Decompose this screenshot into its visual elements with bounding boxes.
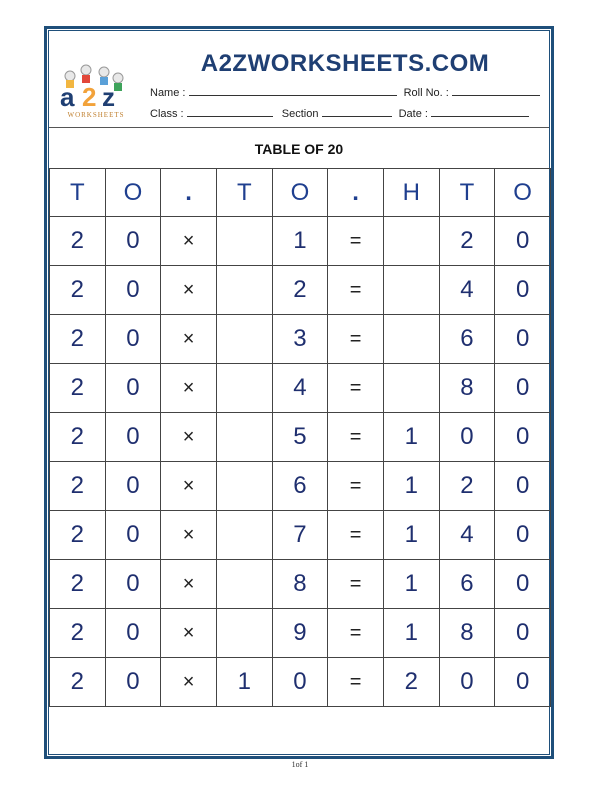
cell: 3 xyxy=(272,315,328,364)
col-header-t: T xyxy=(216,169,272,217)
cell: 0 xyxy=(105,217,161,266)
cell: 0 xyxy=(495,315,551,364)
cell: 2 xyxy=(50,413,106,462)
equals-sign: = xyxy=(328,609,384,658)
cell: 0 xyxy=(495,462,551,511)
cell: 0 xyxy=(105,609,161,658)
times-sign: × xyxy=(161,315,217,364)
page-number: 1of 1 xyxy=(291,760,309,769)
table-row xyxy=(50,413,551,462)
table-row xyxy=(50,560,551,609)
equals-sign: = xyxy=(328,217,384,266)
cell xyxy=(216,364,272,413)
site-title: A2ZWORKSHEETS.COM xyxy=(200,50,490,77)
cell xyxy=(383,315,439,364)
cell: 0 xyxy=(495,511,551,560)
cell: 1 xyxy=(383,560,439,609)
cell: 8 xyxy=(439,609,495,658)
cell xyxy=(216,511,272,560)
class-section-date-row xyxy=(150,107,529,120)
col-header-o: O xyxy=(105,169,161,217)
multiplication-table xyxy=(49,168,551,707)
cell: 1 xyxy=(383,511,439,560)
cell: 0 xyxy=(105,413,161,462)
col-header-h: H xyxy=(383,169,439,217)
cell: 0 xyxy=(495,217,551,266)
table-row xyxy=(50,609,551,658)
cell: 0 xyxy=(105,364,161,413)
cell: 0 xyxy=(105,658,161,707)
cell: 6 xyxy=(439,315,495,364)
cell: 4 xyxy=(439,511,495,560)
equals-sign: = xyxy=(328,266,384,315)
table-row xyxy=(50,266,551,315)
cell: 8 xyxy=(439,364,495,413)
equals-sign: = xyxy=(328,315,384,364)
times-sign: × xyxy=(161,462,217,511)
cell: 1 xyxy=(383,413,439,462)
name-field[interactable] xyxy=(189,86,397,96)
cell: 2 xyxy=(272,266,328,315)
cell: 0 xyxy=(105,560,161,609)
cell: 1 xyxy=(383,609,439,658)
section-label: Section xyxy=(281,108,319,120)
cell: 0 xyxy=(495,413,551,462)
equals-sign: = xyxy=(328,462,384,511)
table-row xyxy=(50,217,551,266)
cell: 2 xyxy=(50,266,106,315)
cell xyxy=(216,413,272,462)
cell: 8 xyxy=(272,560,328,609)
header-separator xyxy=(49,127,549,128)
cell xyxy=(216,315,272,364)
times-sign: × xyxy=(161,658,217,707)
cell: 6 xyxy=(439,560,495,609)
cell: 0 xyxy=(439,413,495,462)
date-label: Date : xyxy=(398,108,428,120)
cell xyxy=(216,609,272,658)
cell: 6 xyxy=(272,462,328,511)
cell: 2 xyxy=(439,462,495,511)
cell: 2 xyxy=(383,658,439,707)
times-sign: × xyxy=(161,266,217,315)
section-field[interactable] xyxy=(322,107,392,117)
table-row xyxy=(50,658,551,707)
col-header-dot: . xyxy=(161,169,217,217)
svg-text:WORKSHEETS: WORKSHEETS xyxy=(67,111,125,119)
cell xyxy=(383,364,439,413)
table-title: TABLE OF 20 xyxy=(254,141,344,157)
cell: 2 xyxy=(50,315,106,364)
cell xyxy=(383,217,439,266)
equals-sign: = xyxy=(328,413,384,462)
cell: 4 xyxy=(272,364,328,413)
times-sign: × xyxy=(161,364,217,413)
roll-field[interactable] xyxy=(452,86,540,96)
cell: 2 xyxy=(50,560,106,609)
equals-sign: = xyxy=(328,511,384,560)
col-header-t: T xyxy=(439,169,495,217)
cell: 0 xyxy=(439,658,495,707)
times-sign: × xyxy=(161,560,217,609)
cell xyxy=(383,266,439,315)
roll-label: Roll No. : xyxy=(403,87,449,99)
equals-sign: = xyxy=(328,364,384,413)
cell: 9 xyxy=(272,609,328,658)
cell xyxy=(216,462,272,511)
col-header-t: T xyxy=(50,169,106,217)
cell xyxy=(216,266,272,315)
cell: 4 xyxy=(439,266,495,315)
cell: 0 xyxy=(105,266,161,315)
cell: 0 xyxy=(495,266,551,315)
col-header-o: O xyxy=(272,169,328,217)
cell: 0 xyxy=(105,315,161,364)
cell: 2 xyxy=(50,609,106,658)
cell: 2 xyxy=(50,511,106,560)
cell xyxy=(216,560,272,609)
name-label: Name : xyxy=(150,87,186,99)
cell: 0 xyxy=(495,364,551,413)
cell: 2 xyxy=(439,217,495,266)
cell xyxy=(216,217,272,266)
cell: 2 xyxy=(50,462,106,511)
cell: 7 xyxy=(272,511,328,560)
times-sign: × xyxy=(161,609,217,658)
column-header-row xyxy=(50,169,551,217)
table-row xyxy=(50,315,551,364)
equals-sign: = xyxy=(328,560,384,609)
svg-text:a: a xyxy=(60,82,75,112)
col-header-dot: . xyxy=(328,169,384,217)
col-header-o: O xyxy=(495,169,551,217)
table-row xyxy=(50,364,551,413)
cell: 1 xyxy=(272,217,328,266)
cell: 0 xyxy=(495,609,551,658)
table-row xyxy=(50,511,551,560)
cell: 5 xyxy=(272,413,328,462)
table-row xyxy=(50,462,551,511)
times-sign: × xyxy=(161,217,217,266)
a2z-logo xyxy=(56,60,136,122)
cell: 0 xyxy=(105,462,161,511)
class-label: Class : xyxy=(150,108,184,120)
svg-text:2: 2 xyxy=(82,82,97,112)
cell: 0 xyxy=(495,658,551,707)
equals-sign: = xyxy=(328,658,384,707)
cell: 0 xyxy=(272,658,328,707)
cell: 0 xyxy=(495,560,551,609)
cell: 1 xyxy=(383,462,439,511)
class-field[interactable] xyxy=(187,107,273,117)
svg-text:z: z xyxy=(102,82,115,112)
cell: 0 xyxy=(105,511,161,560)
cell: 2 xyxy=(50,364,106,413)
times-sign: × xyxy=(161,511,217,560)
times-sign: × xyxy=(161,413,217,462)
cell: 2 xyxy=(50,217,106,266)
cell: 2 xyxy=(50,658,106,707)
cell: 1 xyxy=(216,658,272,707)
date-field[interactable] xyxy=(431,107,529,117)
name-roll-row xyxy=(150,86,540,99)
